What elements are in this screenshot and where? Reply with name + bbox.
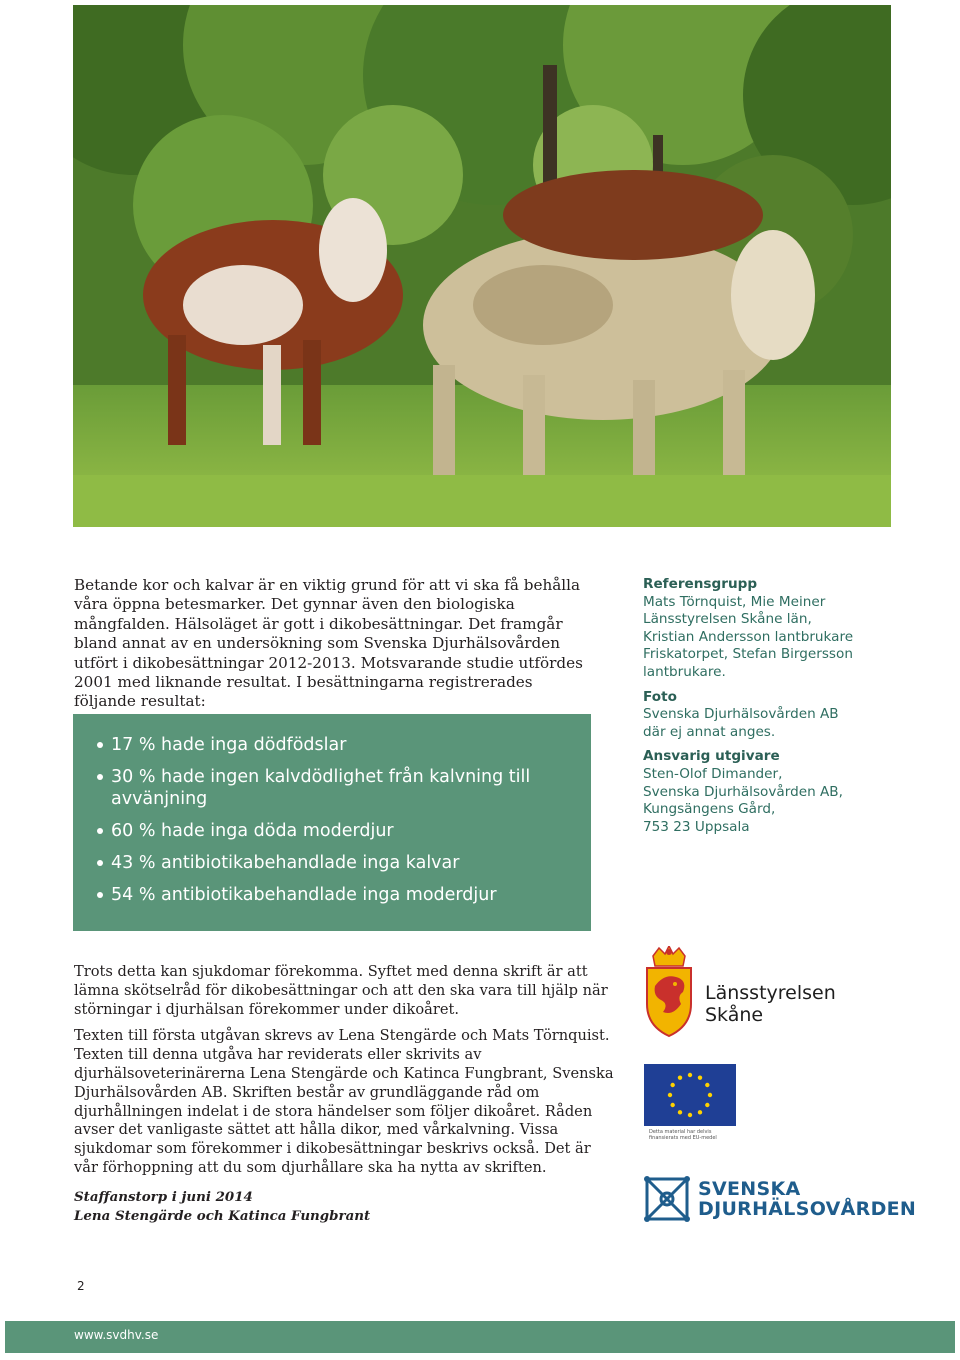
lansstyrelsen-logo	[643, 946, 863, 1038]
svdhv-line2: DJURHÄLSOVÅRDEN	[698, 1198, 917, 1220]
eu-star-icon	[705, 1083, 709, 1087]
body-paragraph: Texten till första utgåvan skrevs av Lena Stengärde och Mats Törnquist. Texten till denna utgåva har reviderats eller skrivits av djurhälsoveterinärerna Lena Stengärde och Katinca Fungbrant, Svenska Djurhälsovården AB. Skriften består av grundläggande råd om djurhållningen indelat i de stora händelser som följer dikoåret. Råden avser det vanligaste sättet att hålla dikor, med vårkalvning. Vissa sjukdomar som förekommer i dikobesättningar beskrivs också. Det är vår förhoppning att du som djurhållare ska ha nytta av skriften.	[74, 1027, 614, 1176]
credits-foto	[643, 689, 913, 742]
credits-referensgrupp	[643, 576, 913, 682]
eu-star-icon	[708, 1093, 712, 1097]
sidebar-credits	[643, 576, 913, 843]
eu-caption: Detta material har delvis finansierats med EU-medel	[649, 1129, 717, 1141]
credits-heading: Ansvarig utgivare	[643, 748, 780, 765]
lansstyrelsen-name: Länsstyrelsen	[705, 982, 836, 1004]
eu-star-icon	[688, 1113, 692, 1117]
footer-url[interactable]: www.svdhv.se	[74, 1328, 159, 1342]
result-item: 60 % hade inga döda moderdjur	[111, 820, 591, 842]
credits-utgivare	[643, 748, 913, 836]
credits-heading: Foto	[643, 688, 677, 705]
credits-text: Mats Törnquist, Mie Meiner Länsstyrelsen Skåne län, Kristian Andersson lantbrukare Friskatorpet, Stefan Birgersson lantbrukare.	[643, 593, 854, 680]
svdhv-logo	[643, 1175, 917, 1223]
result-item: 17 % hade inga dödfödslar	[111, 734, 591, 756]
eu-flag-icon	[644, 1064, 736, 1126]
eu-star-icon	[670, 1083, 674, 1087]
svdhv-line1: SVENSKA	[698, 1178, 801, 1200]
lansstyrelsen-region: Skåne	[705, 1004, 764, 1026]
cows-photo	[73, 5, 891, 527]
cows-illustration	[73, 5, 891, 527]
credits-text: Sten-Olof Dimander, Svenska Djurhälsovården AB, Kungsängens Gård, 753 23 Uppsala	[643, 765, 843, 835]
eu-star-icon	[678, 1075, 682, 1079]
eu-logo	[644, 1064, 736, 1146]
page-number: 2	[77, 1279, 85, 1293]
results-box	[73, 714, 591, 931]
eu-star-icon	[688, 1073, 692, 1077]
eu-star-icon	[698, 1075, 702, 1079]
intro-paragraph: Betande kor och kalvar är en viktig grund för att vi ska få behålla våra öppna betesmarker. Det gynnar även den biologiska mångfalden. Hälsoläget är gott i dikobesättningar. Det framgår bland annat av en undersökning som Svenska Djurhälsovården utfört i dikobesättningar 2012-2013. Motsvarande studie utfördes 2001 med liknande resultat. I besättningarna registrerades följande resultat:	[74, 576, 583, 711]
signature-place-date: Staffanstorp i juni 2014	[74, 1189, 253, 1205]
coat-of-arms-icon	[643, 946, 695, 1038]
svdhv-emblem-icon	[643, 1175, 691, 1223]
credits-heading: Referensgrupp	[643, 576, 758, 592]
eu-star-icon	[705, 1103, 709, 1107]
eu-star-icon	[678, 1110, 682, 1114]
eu-star-icon	[670, 1103, 674, 1107]
result-item: 54 % antibiotikabehandlade inga moderdjur	[111, 884, 591, 906]
signature	[74, 1188, 370, 1226]
eu-star-icon	[668, 1093, 672, 1097]
body-paragraph: Trots detta kan sjukdomar förekomma. Syftet med denna skrift är att lämna skötselråd för dikobesättningar och att den ska vara till hjälp när störningar i djurhälsan förekommer under dikoåret.	[74, 963, 608, 1018]
results-list	[73, 714, 591, 906]
footer-bar	[5, 1321, 955, 1353]
signature-authors: Lena Stengärde och Katinca Fungbrant	[74, 1208, 371, 1224]
body-text	[74, 963, 619, 1186]
credits-text: Svenska Djurhälsovården AB där ej annat anges.	[643, 706, 839, 740]
result-item: 30 % hade ingen kalvdödlighet från kalvning till avvänjning	[111, 766, 591, 810]
result-item: 43 % antibiotikabehandlade inga kalvar	[111, 852, 591, 874]
eu-star-icon	[698, 1110, 702, 1114]
